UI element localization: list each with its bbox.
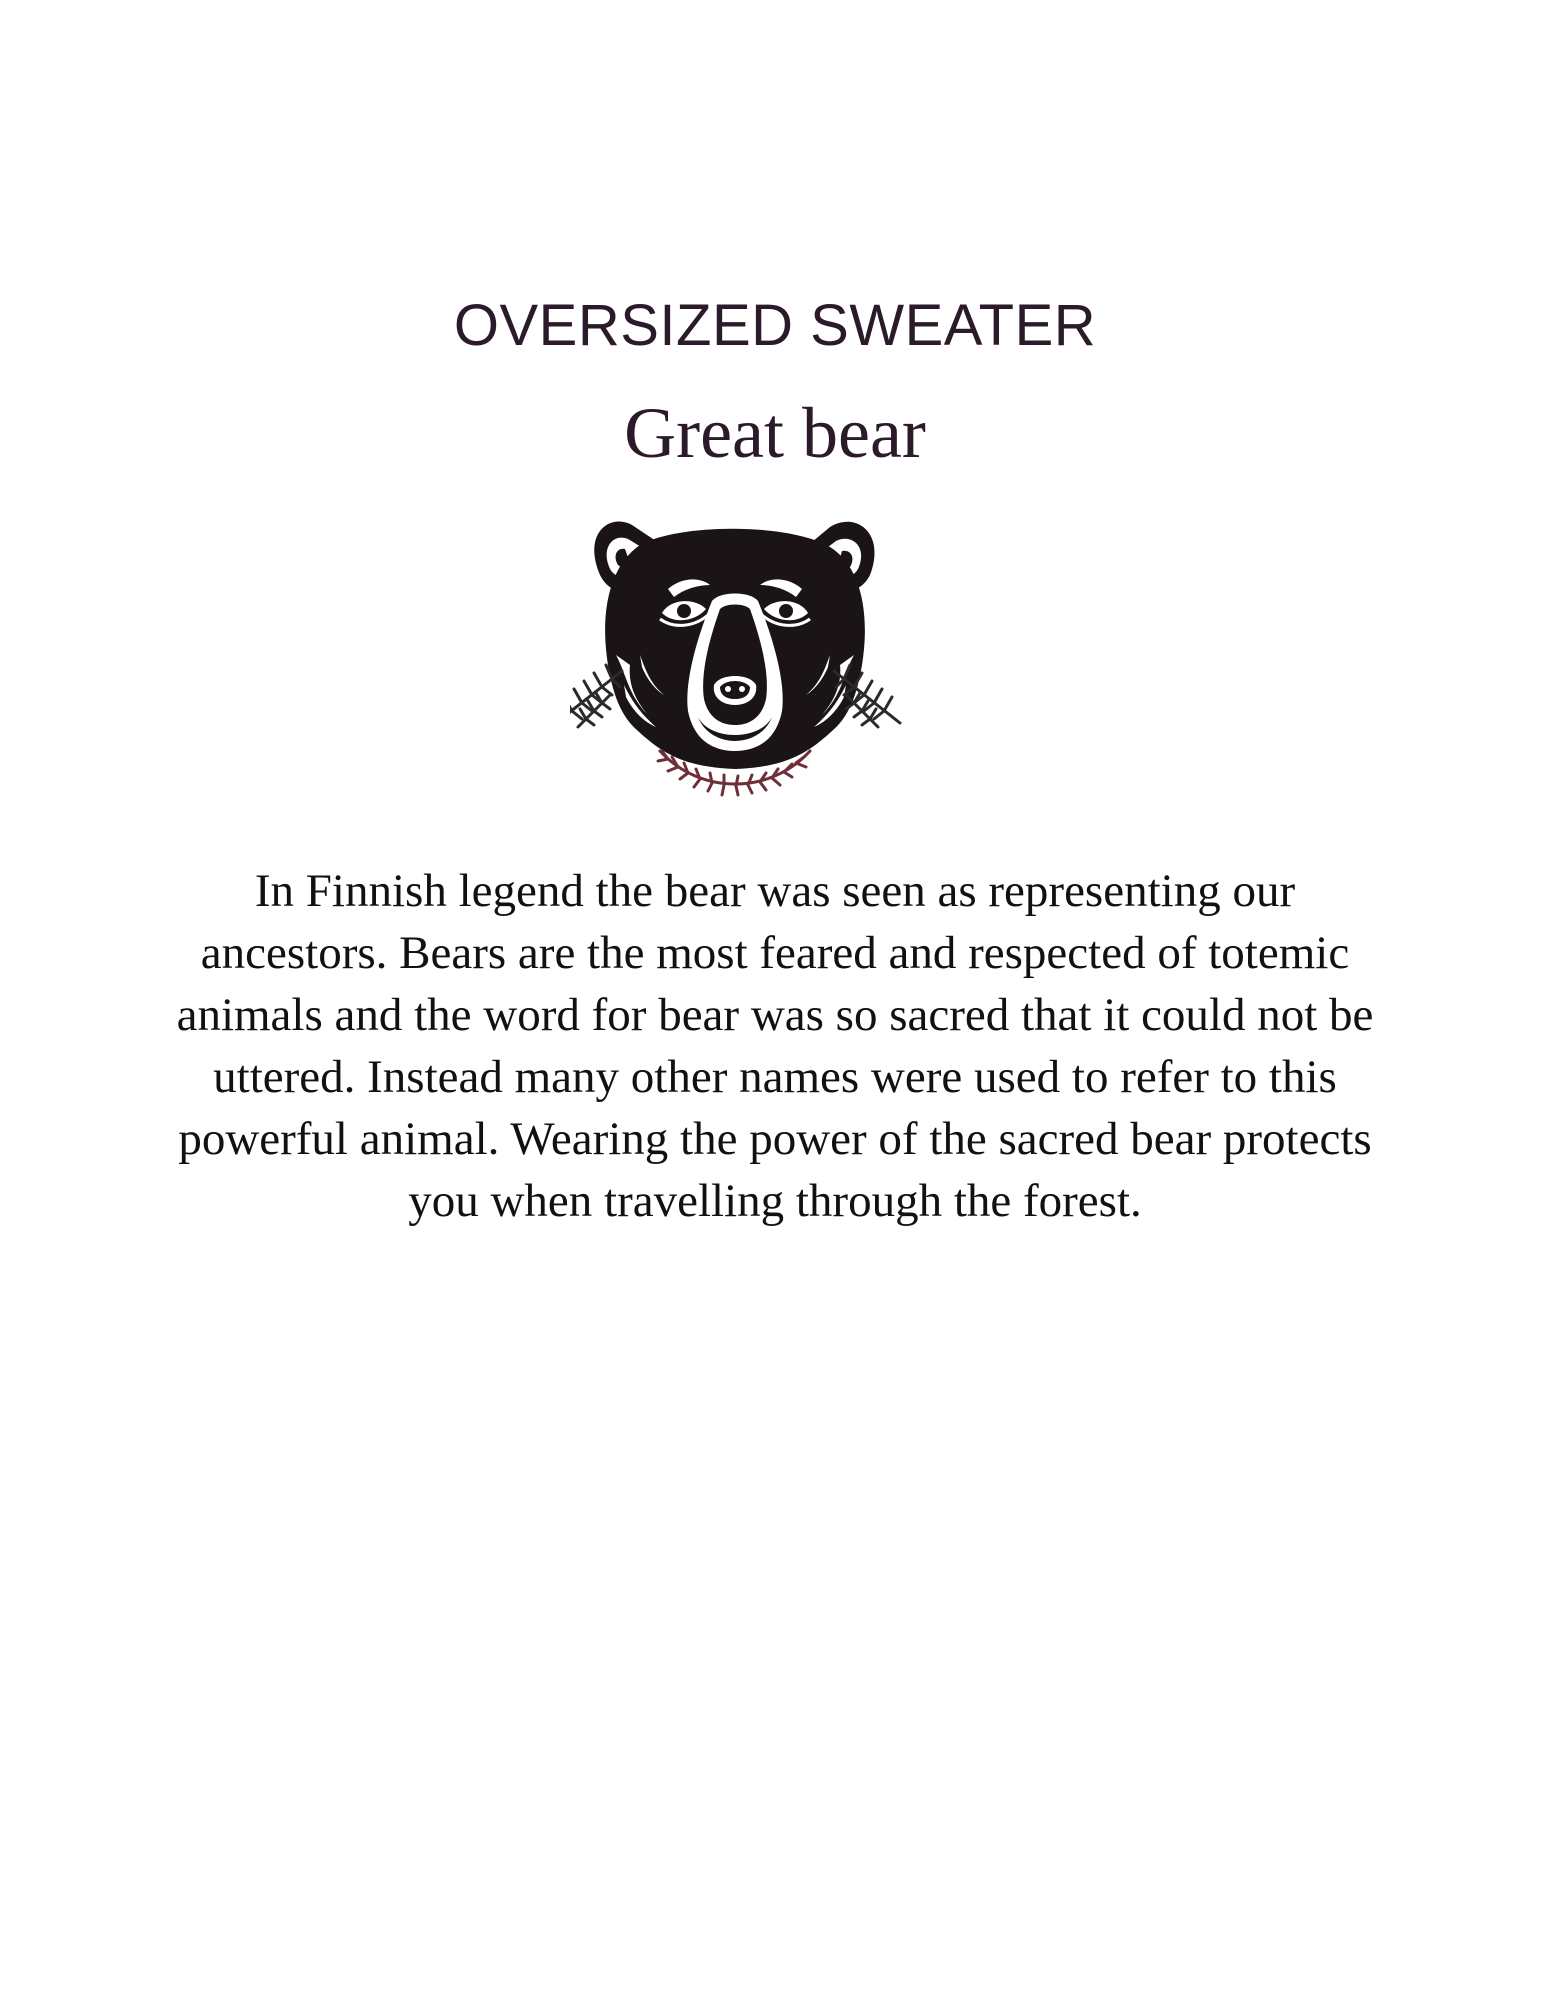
product-title: Great bear bbox=[624, 393, 926, 473]
bear-head-icon bbox=[570, 505, 970, 815]
product-description: In Finnish legend the bear was seen as representing our ancestors. Bears are the most feared and respected of totemic animals and the word for bear was so sacred that it could not be uttered. Instead many other names were used to refer to this powerful animal. Wearing the power of the sacred bear protects you when travelling through the forest. bbox=[176, 865, 1374, 1227]
product-category: OVERSIZED SWEATER bbox=[453, 293, 1097, 358]
bear-emblem bbox=[570, 505, 970, 815]
